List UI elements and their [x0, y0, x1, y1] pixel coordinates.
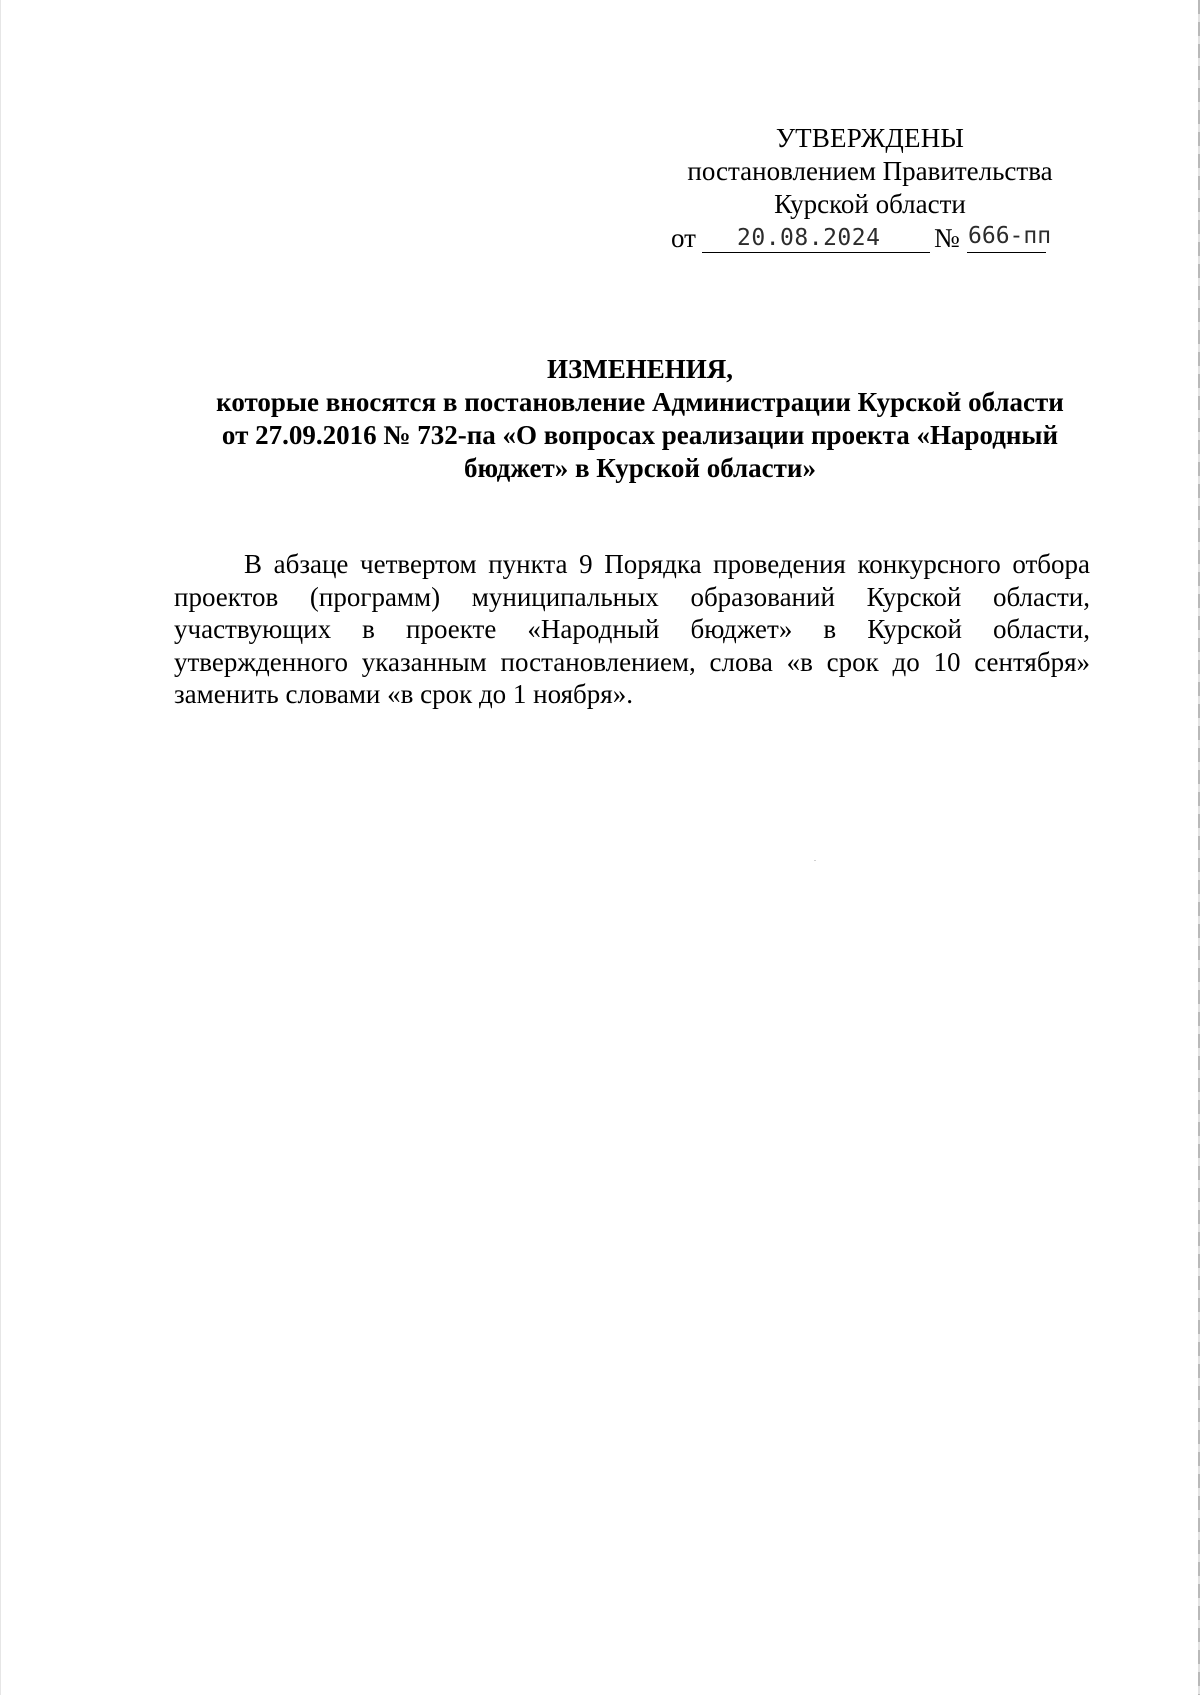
heading-line: от 27.09.2016 № 732-па «О вопросах реализации проекта «Народный — [221, 420, 1059, 450]
number-value: 666-пп — [968, 223, 1052, 249]
approval-title: УТВЕРЖДЕНЫ — [775, 123, 965, 153]
approval-date-row — [671, 222, 1091, 256]
document-heading — [140, 353, 1140, 485]
body-paragraph — [174, 548, 1090, 711]
scan-speck — [814, 860, 816, 861]
body-line: В абзаце четвертом пункта 9 Порядка проведения конкурсного отбора — [244, 549, 1090, 579]
scan-edge-left — [0, 0, 1, 1695]
body-line: проектов (программ) муниципальных образований Курской области, — [174, 581, 1090, 612]
date-prefix: от — [671, 223, 696, 253]
approval-line-3: Курской области — [774, 189, 966, 219]
approval-line-2: постановлением Правительства — [687, 156, 1053, 186]
heading-line: которые вносятся в постановление Администрации Курской области — [216, 387, 1064, 417]
body-line: заменить словами «в срок до 1 ноября». — [174, 679, 633, 709]
date-value: 20.08.2024 — [737, 225, 881, 251]
heading-line: ИЗМЕНЕНИЯ, — [546, 354, 733, 384]
body-line: участвующих в проекте «Народный бюджет» в Курской области, — [174, 614, 1090, 644]
body-line: утвержденного указанным постановлением, слова «в срок до 10 сентября» — [174, 646, 1090, 677]
number-sign: № — [934, 223, 960, 253]
approval-block — [660, 122, 1080, 221]
heading-line: бюджет» в Курской области» — [464, 453, 816, 483]
